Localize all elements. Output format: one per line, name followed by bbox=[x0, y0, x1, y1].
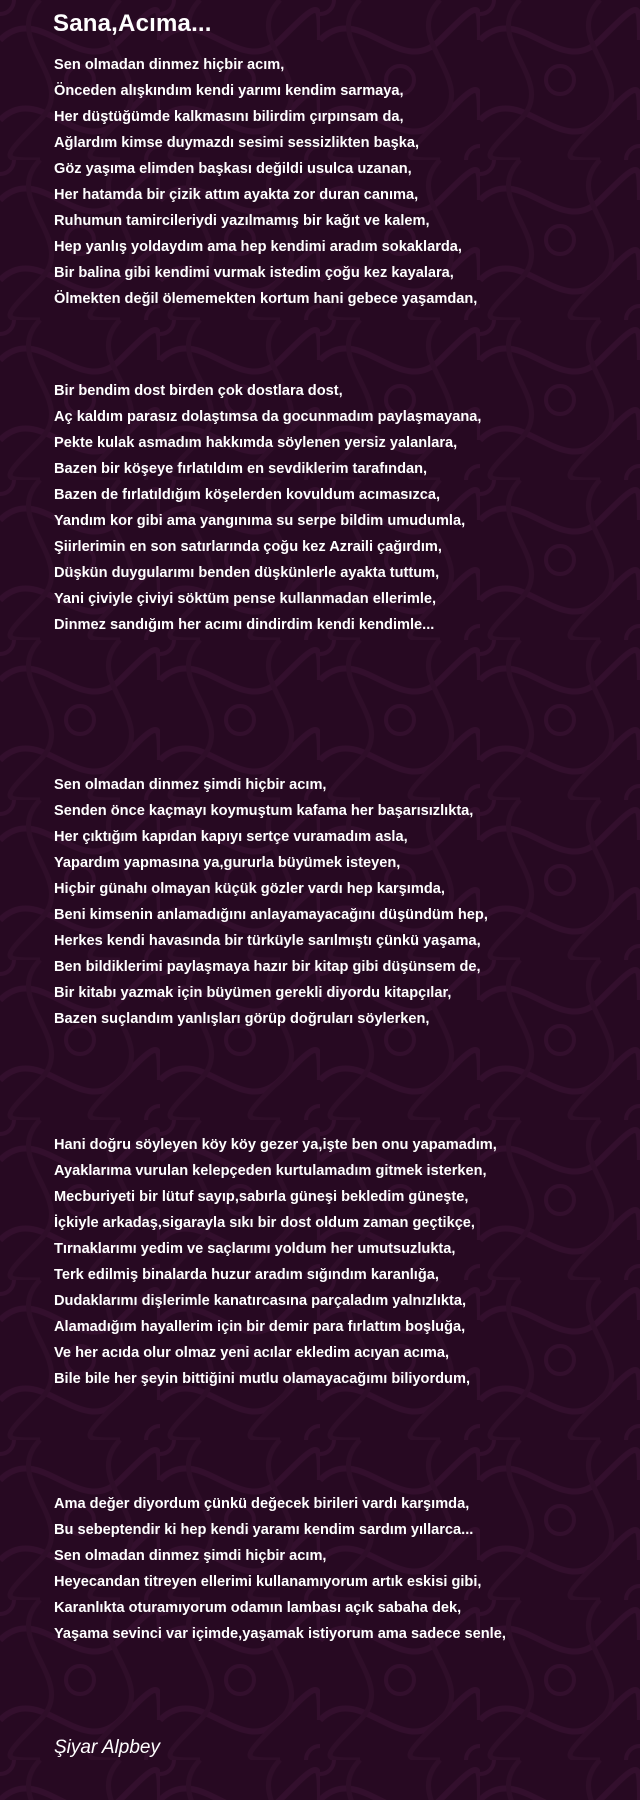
poem-author: Şiyar Alpbey bbox=[54, 1737, 160, 1758]
poem-line: Yapardım yapmasına ya,gururla büyümek isteyen, bbox=[54, 855, 401, 871]
poem-line: Aç kaldım parasız dolaştımsa da gocunmadım paylaşmayana, bbox=[54, 409, 482, 425]
stanza-5 bbox=[54, 1491, 634, 1647]
stanza-4 bbox=[54, 1132, 634, 1392]
poem-line: Hani doğru söyleyen köy köy gezer ya,işte ben onu yapamadım, bbox=[54, 1137, 497, 1153]
poem-line: Alamadığım hayallerim için bir demir para fırlattım boşluğa, bbox=[54, 1319, 466, 1335]
stanza-3 bbox=[54, 772, 634, 1032]
poem-line: Göz yaşıma elimden başkası değildi usulca uzanan, bbox=[54, 161, 412, 177]
poem-line: Hep yanlış yoldaydım ama hep kendimi aradım sokaklarda, bbox=[54, 239, 462, 255]
poem-line: Bazen suçlandım yanlışları görüp doğruları söylerken, bbox=[54, 1011, 430, 1027]
poem-line: Terk edilmiş binalarda huzur aradım sığındım karanlığa, bbox=[54, 1267, 439, 1283]
poem-line: Bazen de fırlatıldığım köşelerden kovuldum acımasızca, bbox=[54, 487, 441, 503]
poem-line: Bir bendim dost birden çok dostlara dost, bbox=[54, 383, 343, 399]
poem-line: Her düştüğümde kalkmasını bilirdim çırpınsam da, bbox=[54, 109, 404, 125]
poem-line: İçkiyle arkadaş,sigarayla sıkı bir dost oldum zaman geçtikçe, bbox=[54, 1215, 475, 1231]
poem-line: Ben bildiklerimi paylaşmaya hazır bir kitap gibi düşünsem de, bbox=[54, 959, 481, 975]
poem-line: Dinmez sandığım her acımı dindirdim kendi kendimle... bbox=[54, 617, 435, 633]
poem-line: Beni kimsenin anlamadığını anlayamayacağını düşündüm hep, bbox=[54, 907, 488, 923]
poem-line: Sen olmadan dinmez şimdi hiçbir acım, bbox=[54, 1548, 327, 1564]
poem-line: Ayaklarıma vurulan kelepçeden kurtulamadım gitmek isterken, bbox=[54, 1163, 487, 1179]
poem-line: Ağlardım kimse duymazdı sesimi sessizlikten başka, bbox=[54, 135, 420, 151]
poem-line: Mecburiyeti bir lütuf sayıp,sabırla güneşi bekledim güneşte, bbox=[54, 1189, 469, 1205]
poem-line: Sen olmadan dinmez şimdi hiçbir acım, bbox=[54, 777, 327, 793]
poem-line: Bazen bir köşeye fırlatıldım en sevdiklerim tarafından, bbox=[54, 461, 428, 477]
poem-line: Her hatamda bir çizik attım ayakta zor duran canıma, bbox=[54, 187, 419, 203]
poem-line: Önceden alışkındım kendi yarımı kendim sarmaya, bbox=[54, 83, 404, 99]
poem-line: Tırnaklarımı yedim ve saçlarımı yoldum her umutsuzlukta, bbox=[54, 1241, 456, 1257]
poem-line: Yaşama sevinci var içimde,yaşamak istiyorum ama sadece senle, bbox=[54, 1626, 506, 1642]
poem-line: Ölmekten değil ölememekten kortum hani gebece yaşamdan, bbox=[54, 291, 478, 307]
poem-line: Yandım kor gibi ama yangınıma su serpe bildim umudumla, bbox=[54, 513, 466, 529]
poem-line: Herkes kendi havasında bir türküyle sarılmıştı çünkü yaşama, bbox=[54, 933, 481, 949]
poem-line: Düşkün duygularımı benden düşkünlerle ayakta tuttum, bbox=[54, 565, 440, 581]
poem-line: Hiçbir günahı olmayan küçük gözler vardı hep karşımda, bbox=[54, 881, 445, 897]
poem-line: Ve her acıda olur olmaz yeni acılar ekledim acıyan acıma, bbox=[54, 1345, 450, 1361]
poem-line: Pekte kulak asmadım hakkımda söylenen yersiz yalanlara, bbox=[54, 435, 458, 451]
poem-line: Yani çiviyle çiviyi söktüm pense kullanmadan ellerimle, bbox=[54, 591, 437, 607]
poem-line: Şiirlerimin en son satırlarında çoğu kez Azraili çağırdım, bbox=[54, 539, 442, 555]
poem-line: Bir kitabı yazmak için büyümen gerekli diyordu kitapçılar, bbox=[54, 985, 452, 1001]
poem-title: Sana,Acıma... bbox=[53, 10, 212, 37]
stanza-2 bbox=[54, 378, 634, 638]
poem-line: Bir balina gibi kendimi vurmak istedim çoğu kez kayalara, bbox=[54, 265, 454, 281]
poem-line: Heyecandan titreyen ellerimi kullanamıyorum artık eskisi gibi, bbox=[54, 1574, 482, 1590]
poem-line: Sen olmadan dinmez hiçbir acım, bbox=[54, 57, 285, 73]
stanza-1 bbox=[54, 52, 634, 312]
poem-line: Ama değer diyordum çünkü değecek birileri vardı karşımda, bbox=[54, 1496, 470, 1512]
poem-line: Bu sebeptendir ki hep kendi yaramı kendim sardım yıllarca... bbox=[54, 1522, 474, 1538]
poem-line: Ruhumun tamircileriydi yazılmamış bir kağıt ve kalem, bbox=[54, 213, 430, 229]
poem-line: Her çıktığım kapıdan kapıyı sertçe vuramadım asla, bbox=[54, 829, 408, 845]
poem-line: Bile bile her şeyin bittiğini mutlu olamayacağımı biliyordum, bbox=[54, 1371, 471, 1387]
poem-line: Karanlıkta oturamıyorum odamın lambası açık sabaha dek, bbox=[54, 1600, 462, 1616]
poem-line: Senden önce kaçmayı koymuştum kafama her başarısızlıkta, bbox=[54, 803, 474, 819]
poem-line: Dudaklarımı dişlerimle kanatırcasına parçaladım yalnızlıkta, bbox=[54, 1293, 467, 1309]
